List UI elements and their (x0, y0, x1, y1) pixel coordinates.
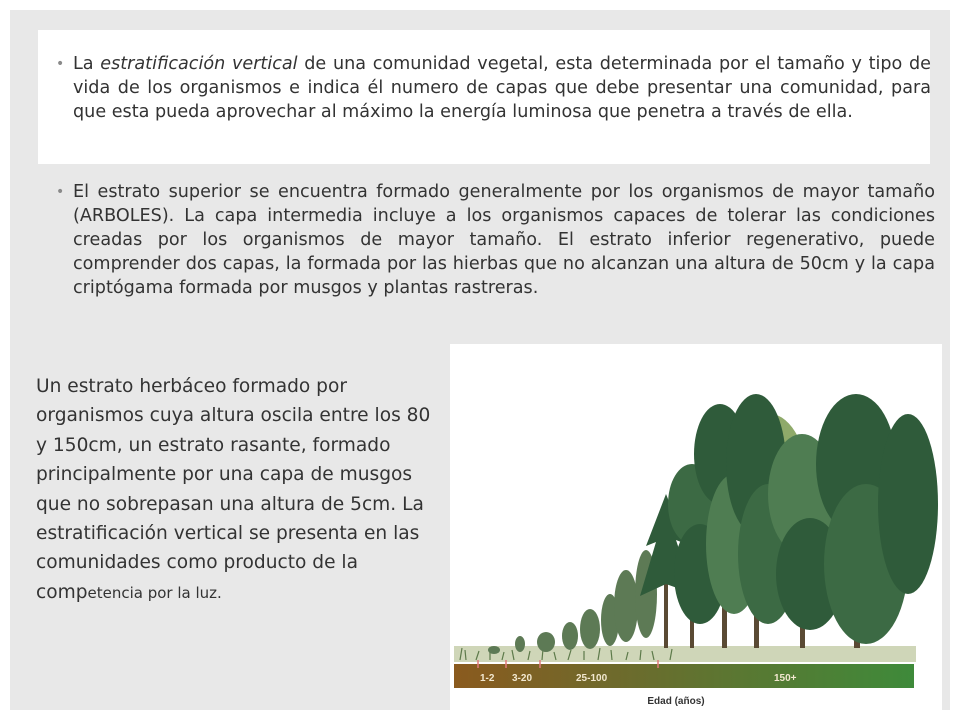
age-label-1-2: 1-2 (480, 673, 495, 684)
forest-illustration (450, 344, 942, 710)
side-paragraph (36, 372, 446, 608)
bullet-1-text-post: de una comunidad vegetal, esta determinada por el tamaño y tipo de vida de los organismos e indica él numero de capas que debe presentar una comunidad, para que esta pueda aprovechar al máximo la energía luminosa que penetra a través de ella. (73, 54, 931, 122)
age-axis-title: Edad (años) (647, 696, 705, 707)
side-paragraph-small: etencia por la luz. (87, 583, 222, 602)
bullet-dot-icon: • (56, 56, 65, 72)
shrubs (488, 550, 657, 654)
age-label-25-100: 25-100 (576, 673, 608, 684)
bullet-1-text-pre: La (73, 54, 101, 74)
bullet-paragraph-1 (56, 52, 931, 124)
bullet-2-text: El estrato superior se encuentra formado generalmente por los organismos de mayor tamaño (ARBOLES). La capa intermedia incluye a los organismos capaces de tolerar las condiciones creadas por los organismos de mayor tamaño. El estrato inferior regenerativo, puede comprender dos capas, la formada por las hierbas que no alcanzan una altura de 50cm y la capa criptógama formada por musgos y plantas rastreras. (73, 182, 935, 298)
side-paragraph-main: Un estrato herbáceo formado por organismos cuya altura oscila entre los 80 y 150cm, un estrato rasante, formado principalmente por una capa de musgos que no sobrepasan una altura de 5cm. La estratificación vertical se presenta en las comunidades como producto de la comp (36, 376, 431, 603)
bullet-1-emphasis: estratificación vertical (100, 54, 298, 74)
age-label-150: 150+ (774, 673, 797, 684)
bullet-paragraph-2 (56, 180, 935, 300)
age-label-3-20: 3-20 (512, 673, 533, 684)
forest-succession-figure (450, 344, 942, 710)
bullet-dot-icon: • (56, 184, 65, 200)
